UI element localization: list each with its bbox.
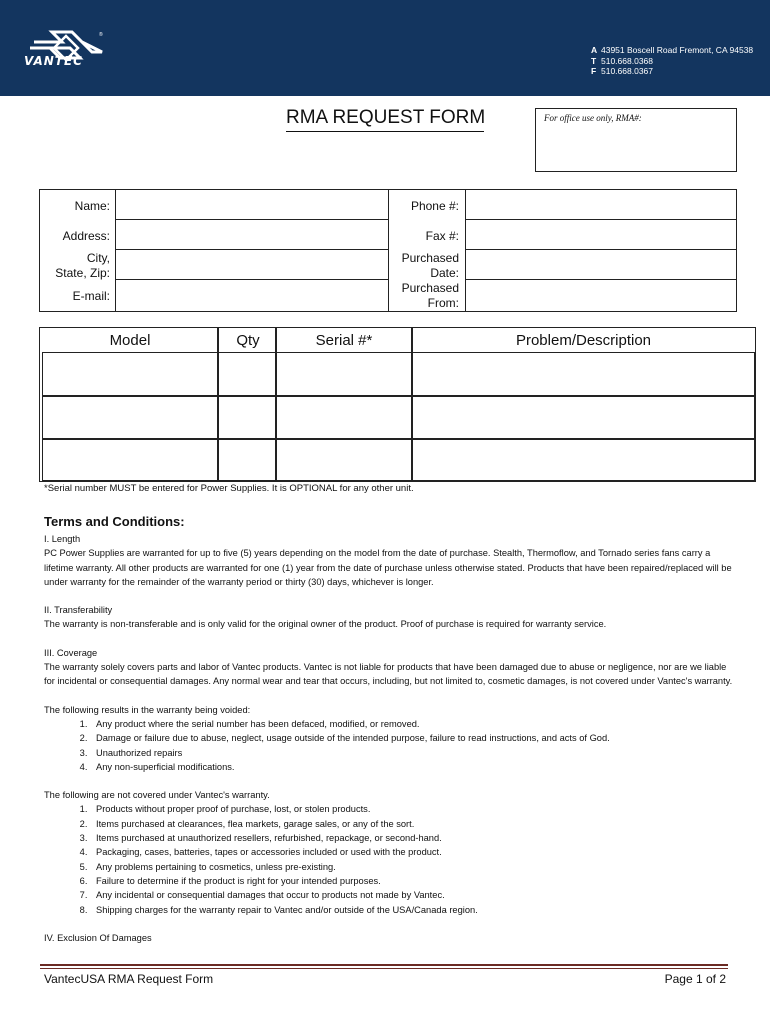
col-header-problem: Problem/Description [515, 332, 652, 349]
serial-note: *Serial number MUST be entered for Power Supplies. It is OPTIONAL for any other unit. [44, 483, 414, 494]
city-state-zip-label: City, State, Zip: [55, 251, 110, 280]
row2-model-field[interactable] [42, 396, 218, 439]
list-item: 1. Any product where the serial number has been defaced, modified, or removed. [90, 717, 734, 731]
transfer-title: II. Transferability [44, 605, 113, 616]
row3-problem-field[interactable] [412, 439, 755, 481]
purchased-date-label: Purchased Date: [401, 251, 459, 280]
name-field[interactable] [115, 189, 389, 220]
list-item: 2. Items purchased at clearances, flea markets, garage sales, or any of the sort. [90, 817, 734, 831]
page-title: RMA REQUEST FORM [286, 107, 486, 128]
row1-model-field[interactable] [42, 352, 218, 396]
list-item: 1. Products without proper proof of purchase, lost, or stolen products. [90, 802, 734, 816]
row1-problem-field[interactable] [412, 352, 755, 396]
phone-label: Phone #: [410, 199, 459, 213]
header-divider [411, 327, 413, 352]
page-number: Page 1 of 2 [664, 972, 726, 986]
address-label: Address: [62, 229, 110, 243]
name-label: Name: [74, 199, 110, 213]
row1-serial-field[interactable] [276, 352, 412, 396]
purchased-from-label: Purchased From: [401, 281, 459, 310]
footer-divider [40, 968, 728, 969]
list-item: 7. Any incidental or consequential damages that occur to products not made by Vantec. [90, 888, 734, 902]
row2-problem-field[interactable] [412, 396, 755, 439]
exclusion-title: IV. Exclusion Of Damages [44, 932, 152, 943]
row2-serial-field[interactable] [276, 396, 412, 439]
contact-block [591, 45, 753, 77]
fax-field[interactable] [465, 219, 737, 250]
row2-qty-field[interactable] [218, 396, 276, 439]
footer-divider [40, 964, 728, 966]
row1-qty-field[interactable] [218, 352, 276, 396]
list-item: 2. Damage or failure due to abuse, neglect, usage outside of the intended purpose, failure to read instructions, and acts of God. [90, 731, 734, 745]
length-title: I. Length [44, 534, 81, 544]
fax-label: Fax #: [425, 229, 459, 243]
col-header-model: Model [109, 332, 151, 349]
list-item: 3. Unauthorized repairs [90, 746, 734, 760]
email-label: E-mail: [72, 289, 110, 303]
title-underline [286, 131, 484, 132]
list-item: 5. Any problems pertaining to cosmetics, unless pre-existing. [90, 860, 734, 874]
purchased-from-field[interactable] [465, 279, 737, 312]
transfer-text: The warranty is non-transferable and is only valid for the original owner of the product. Proof of purchase is required for warranty service. [44, 619, 607, 630]
header-divider [275, 327, 277, 352]
address-field[interactable] [115, 219, 389, 250]
coverage-title: III. Coverage [44, 647, 98, 658]
voided-intro: The following results in the warranty being voided: [44, 704, 251, 715]
not-covered-list [44, 802, 734, 916]
terms-heading: Terms and Conditions: [44, 514, 185, 529]
header-divider [217, 327, 219, 352]
city-state-zip-field[interactable] [115, 249, 389, 280]
email-field[interactable] [115, 279, 389, 312]
contact-fax: F 510.668.0367 [591, 66, 653, 76]
row3-serial-field[interactable] [276, 439, 412, 481]
list-item: 3. Items purchased at unauthorized resellers, refurbished, repackage, or second-hand. [90, 831, 734, 845]
col-header-serial: Serial #* [315, 332, 373, 349]
not-covered-intro: The following are not covered under Vantec's warranty. [44, 790, 270, 801]
row3-qty-field[interactable] [218, 439, 276, 481]
contact-address: A 43951 Boscell Road Fremont, CA 94538 [591, 45, 754, 55]
voided-list [44, 717, 734, 774]
customer-info-table [39, 189, 737, 312]
footer-title: VantecUSA RMA Request Form [44, 972, 214, 986]
purchased-date-field[interactable] [465, 249, 737, 280]
list-item: 6. Failure to determine if the product is right for your intended purposes. [90, 874, 734, 888]
product-table [39, 327, 756, 482]
terms-section [44, 514, 734, 945]
contact-phone: T 510.668.0368 [591, 55, 653, 66]
row3-model-field[interactable] [42, 439, 218, 481]
office-use-label: For office use only, RMA#: [544, 113, 642, 123]
brand-name: VANTEC [24, 54, 83, 68]
list-item: 4. Packaging, cases, batteries, tapes or accessories included or used with the product. [90, 845, 734, 859]
page-header [0, 0, 770, 96]
list-item: 8. Shipping charges for the warranty repair to Vantec and/or outside of the USA/Canada region. [90, 903, 734, 917]
length-text: PC Power Supplies are warranted for up to five (5) years depending on the model from the date of purchase. Stealth, Thermoflow, and Tornado series fans carry a lifetime warranty. All other products are warranted for one (1) year from the date of purchase unless otherwise stated. Products that have been repaired/replaced will be under warranty for the remainder of the warranty period or thirty (30) days, whichever is longer. [44, 548, 732, 587]
registered-mark: ® [99, 32, 103, 38]
list-item: 4. Any non-superficial modifications. [90, 760, 734, 774]
office-use-box[interactable] [535, 108, 737, 172]
phone-field[interactable] [465, 189, 737, 220]
coverage-text: The warranty solely covers parts and labor of Vantec products. Vantec is not liable for products that have been damaged due to abuse or negligence, nor are we liable for incidental or consequential damages. Any normal wear and tear that occurs, including, but not limited to, cosmetic damages, is not covered under Vantec's warranty. [44, 662, 733, 687]
col-header-qty: Qty [236, 332, 260, 349]
